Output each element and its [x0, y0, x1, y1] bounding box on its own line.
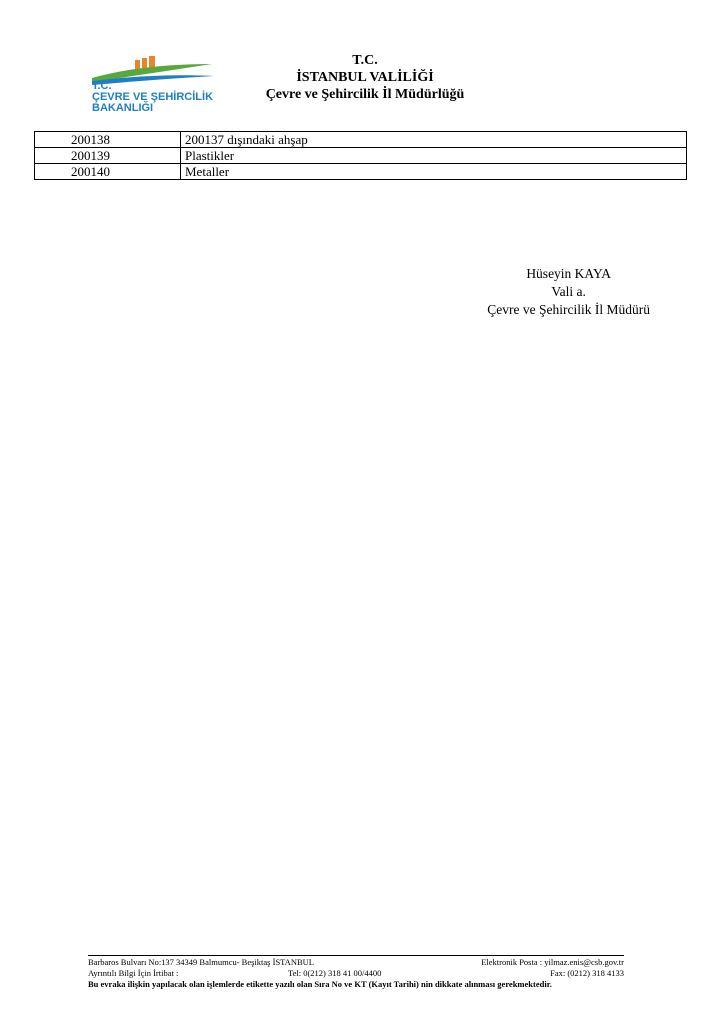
- signatory-title-1: Vali a.: [551, 284, 586, 299]
- footer-fax: Fax: (0212) 318 4133: [550, 968, 624, 978]
- waste-code-cell: 200140: [35, 164, 181, 180]
- header-line-1: T.C.: [352, 53, 378, 68]
- document-footer: [88, 957, 624, 990]
- footer-address: Barbaros Bulvarı No:137 34349 Balmumcu- Beşiktaş İSTANBUL: [88, 957, 314, 967]
- signatory-title-2: Çevre ve Şehircilik İl Müdürü: [487, 302, 650, 317]
- logo-line-2: ÇEVRE VE ŞEHİRCİLİK: [92, 91, 214, 103]
- waste-description-cell: Plastikler: [181, 148, 687, 164]
- footer-email: Elektronik Posta : yilmaz.enis@csb.gov.tr: [481, 957, 624, 967]
- footer-divider: [88, 955, 624, 956]
- table-row: [35, 164, 687, 180]
- waste-code-cell: 200138: [35, 132, 181, 148]
- logo-line-3: BAKANLIĞI: [92, 102, 154, 114]
- signatory-name: Hüseyin KAYA: [526, 266, 611, 281]
- footer-contact-label: Ayrıntılı Bilgi İçin İrtibat :: [88, 968, 179, 978]
- table-row: [35, 132, 687, 148]
- waste-code-cell: 200139: [35, 148, 181, 164]
- footer-note: Bu evraka ilişkin yapılacak olan işlemlerde etikette yazılı olan Sıra No ve KT (Kayıt Tarihi) nin dikkate alınması gerekmektedir.: [88, 979, 552, 989]
- logo-text: [92, 81, 213, 114]
- document-header: [200, 52, 530, 103]
- header-line-2: İSTANBUL VALİLİĞİ: [296, 70, 434, 85]
- table-row: [35, 148, 687, 164]
- waste-description-cell: Metaller: [181, 164, 687, 180]
- waste-code-table: [34, 131, 687, 180]
- header-line-3: Çevre ve Şehircilik İl Müdürlüğü: [265, 87, 465, 102]
- logo-line-1: T.C.: [92, 80, 112, 92]
- waste-description-cell: 200137 dışındaki ahşap: [181, 132, 687, 148]
- signature-block: [487, 265, 650, 319]
- footer-phone: Tel: 0(212) 318 41 00/4400: [288, 968, 382, 978]
